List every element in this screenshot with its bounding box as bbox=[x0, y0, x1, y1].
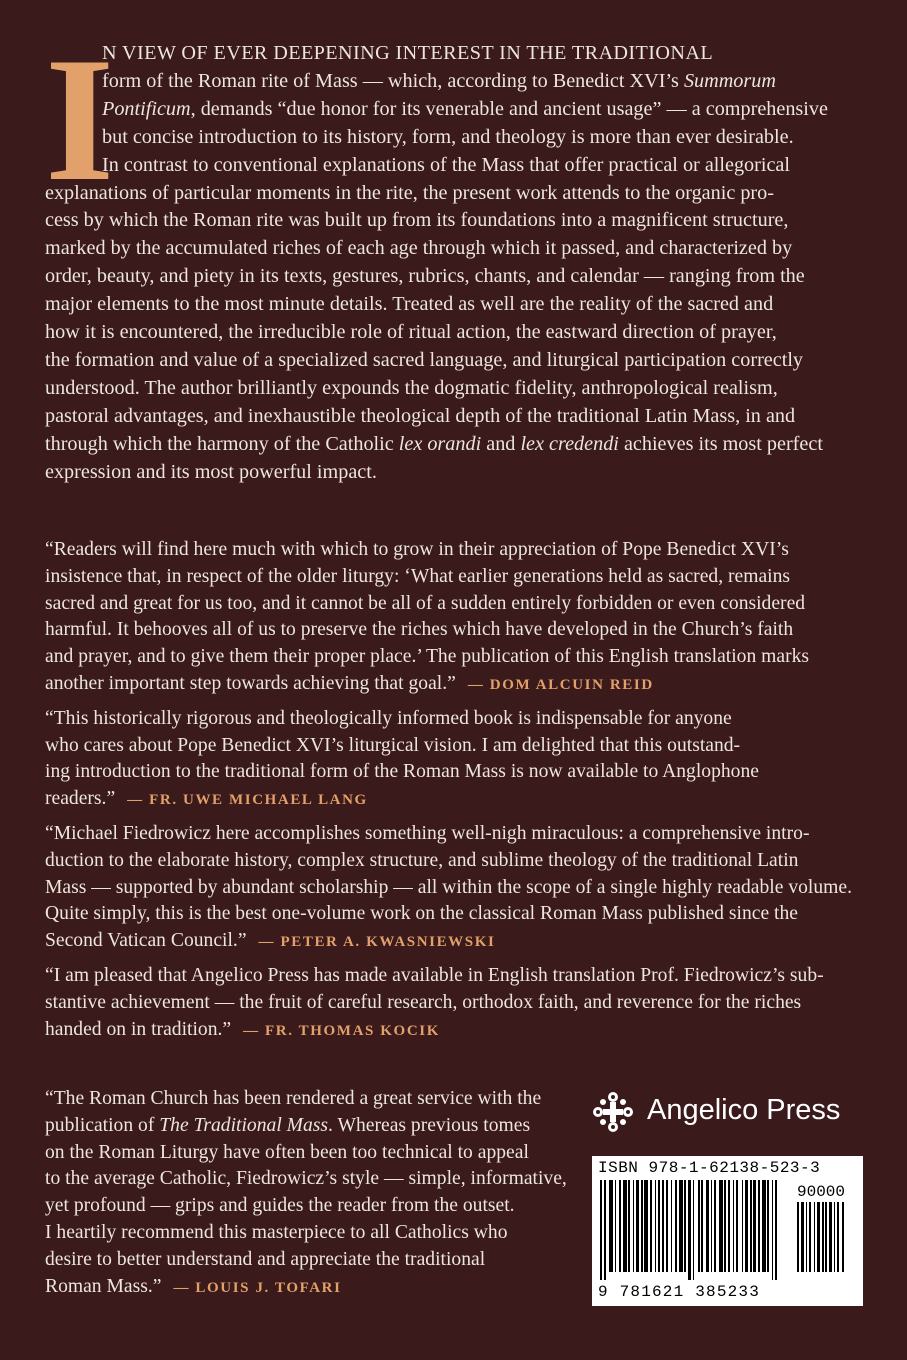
text-run: the formation and value of a specialized sacred language, and liturgical participation correctly bbox=[45, 348, 804, 371]
endorsement-quote bbox=[45, 537, 862, 699]
text-run: publication of bbox=[45, 1114, 160, 1136]
intro-line bbox=[45, 207, 862, 235]
quote-line bbox=[45, 537, 862, 564]
text-run: understood. The author brilliantly expounds the dogmatic fidelity, anthropological realism, bbox=[45, 376, 778, 399]
quote-text: “I am pleased that Angelico Press has made available in English translation Prof. Fiedrowicz’s sub- bbox=[45, 964, 824, 986]
quote-line bbox=[45, 928, 862, 956]
quote-text: stantive achievement — the fruit of careful research, orthodox faith, and reverence for the riches bbox=[45, 991, 802, 1013]
quote-text: another important step towards achieving that goal.” bbox=[45, 672, 456, 694]
quote-text: “This historically rigorous and theologically informed book is indispensable for anyone bbox=[45, 707, 732, 729]
publisher-logo bbox=[591, 1090, 881, 1138]
text-run: Pontificum bbox=[102, 97, 191, 120]
quote-line bbox=[45, 1086, 565, 1113]
quote-line bbox=[45, 848, 862, 875]
text-run: expression and its most powerful impact. bbox=[45, 460, 377, 483]
text-run: desire to better understand and appreciate the traditional bbox=[45, 1248, 486, 1270]
quote-attribution: — LOUIS J. TOFARI bbox=[173, 1279, 342, 1296]
quote-text: “Readers will find here much with which to grow in their appreciation of Pope Benedict XVI’s bbox=[45, 539, 789, 560]
intro-line bbox=[45, 403, 862, 431]
quote-line bbox=[45, 1166, 565, 1193]
quote-text: Mass — supported by abundant scholarship — all within the scope of a single highly readable volume. bbox=[45, 876, 852, 898]
intro-line bbox=[45, 40, 862, 68]
ean-digits: 9 781621 385233 bbox=[598, 1283, 761, 1301]
quote-line bbox=[45, 963, 862, 990]
text-run: form of the Roman rite of Mass — which, according to Benedict XVI’s bbox=[102, 69, 684, 92]
text-run: Summorum bbox=[683, 69, 776, 92]
intro-lines bbox=[45, 20, 862, 487]
quote-text: Second Vatican Council.” bbox=[45, 930, 247, 952]
text-run: on the Roman Liturgy have often been too technical to appeal bbox=[45, 1141, 529, 1163]
text-run: . Whereas previous tomes bbox=[328, 1114, 531, 1136]
text-run: The Traditional Mass bbox=[159, 1114, 329, 1136]
text-run: marked by the accumulated riches of each age through which it passed, and characterized by bbox=[45, 237, 793, 260]
publisher-name: Angelico Press bbox=[647, 1094, 841, 1126]
quote-line bbox=[45, 617, 862, 644]
text-run: but concise introduction to its history, form, and theology is more than ever desirable. bbox=[102, 125, 794, 148]
intro-line bbox=[45, 291, 862, 319]
quote-attribution: — PETER A. KWASNIEWSKI bbox=[258, 934, 496, 951]
endorsement-quote bbox=[45, 821, 862, 956]
drop-cap: I bbox=[45, 20, 109, 218]
text-run: lex credendi bbox=[520, 432, 619, 455]
intro-line bbox=[45, 431, 862, 459]
quote-attribution: — FR. THOMAS KOCIK bbox=[243, 1022, 440, 1039]
quote-text: handed on in tradition.” bbox=[45, 1018, 232, 1040]
text-run: through which the harmony of the Catholic bbox=[45, 432, 399, 455]
endorsements bbox=[45, 537, 862, 1051]
quote-text: who cares about Pope Benedict XVI’s liturgical vision. I am delighted that this outstand- bbox=[45, 734, 741, 756]
text-run: order, beauty, and piety in its texts, gestures, rubrics, chants, and calendar — ranging from the bbox=[45, 265, 805, 288]
intro-line bbox=[45, 263, 862, 291]
text-run: pastoral advantages, and inexhaustible theological depth of the traditional Latin Mass, in and bbox=[45, 404, 796, 427]
quote-text: sacred and great for us too, and it cannot be all of a sudden entirely forbidden or even considered bbox=[45, 592, 806, 614]
quote-attribution: — FR. UWE MICHAEL LANG bbox=[127, 792, 368, 809]
quote-line bbox=[45, 1193, 565, 1220]
quote-line bbox=[45, 786, 862, 814]
text-run: “The Roman Church has been rendered a great service with the bbox=[45, 1088, 542, 1109]
text-run: cess by which the Roman rite was built up from its foundations into a magnificent structure, bbox=[45, 209, 789, 232]
text-run: to the average Catholic, Fiedrowicz’s style — simple, informative, bbox=[45, 1168, 567, 1190]
isbn-barcode bbox=[592, 1156, 863, 1306]
quote-line bbox=[45, 591, 862, 618]
quote-line bbox=[45, 706, 862, 733]
cross-fleury-icon bbox=[591, 1090, 635, 1134]
quote-line bbox=[45, 644, 862, 671]
ean-barcode-bars bbox=[600, 1180, 790, 1280]
quote-line bbox=[45, 1247, 565, 1274]
endorsement-quote bbox=[45, 963, 862, 1044]
quote-text: insistence that, in respect of the older liturgy: ‘What earlier generations held as sacred, remains bbox=[45, 565, 791, 587]
intro-line bbox=[45, 375, 862, 403]
quote-line bbox=[45, 1017, 862, 1045]
quote-attribution: — DOM ALCUIN REID bbox=[467, 676, 654, 693]
quote-line bbox=[45, 1113, 565, 1140]
text-run: yet profound — grips and guides the reader from the outset. bbox=[45, 1195, 515, 1217]
endorsement-lines bbox=[45, 1086, 565, 1301]
isbn-text: ISBN 978-1-62138-523-3 bbox=[598, 1159, 821, 1177]
text-run: explanations of particular moments in the rite, the present work attends to the organic pro- bbox=[45, 181, 774, 204]
intro-line bbox=[45, 319, 862, 347]
price-addon-text: 90000 bbox=[797, 1183, 846, 1201]
intro-line bbox=[45, 152, 862, 180]
quote-text: duction to the elaborate history, complex structure, and sublime theology of the traditional Latin bbox=[45, 849, 799, 871]
quote-line bbox=[45, 759, 862, 786]
quote-line bbox=[45, 733, 862, 760]
text-run: In contrast to conventional explanations of the Mass that offer practical or allegorical bbox=[102, 153, 791, 176]
quote-line bbox=[45, 901, 862, 928]
quote-text: and prayer, and to give them their proper place.’ The publication of this English translation marks bbox=[45, 646, 810, 668]
quote-line bbox=[45, 875, 862, 902]
intro-line bbox=[45, 68, 862, 96]
intro-line bbox=[45, 180, 862, 208]
intro-paragraph bbox=[45, 20, 862, 487]
intro-line bbox=[45, 124, 862, 152]
intro-line bbox=[45, 96, 862, 124]
quote-line bbox=[45, 564, 862, 591]
quote-text: readers.” bbox=[45, 788, 116, 810]
intro-line bbox=[45, 235, 862, 263]
quote-line bbox=[45, 671, 862, 699]
intro-line bbox=[45, 347, 862, 375]
quote-text: ing introduction to the traditional form of the Roman Mass is now available to Anglophone bbox=[45, 761, 759, 783]
text-run: lex orandi bbox=[398, 432, 482, 455]
intro-line bbox=[45, 459, 862, 487]
quote-text: “Michael Fiedrowicz here accomplishes something well-nigh miraculous: a comprehensive intro- bbox=[45, 822, 810, 844]
text-run: achieves its most perfect bbox=[618, 432, 823, 455]
addon-barcode-bars bbox=[797, 1202, 855, 1280]
text-run: how it is encountered, the irreducible role of ritual action, the eastward direction of prayer, bbox=[45, 321, 777, 344]
quote-text: harmful. It behooves all of us to preserve the riches which have developed in the Church’s faith bbox=[45, 619, 794, 641]
quote-line bbox=[45, 821, 862, 848]
text-run: and bbox=[481, 432, 521, 455]
quote-line bbox=[45, 1220, 565, 1247]
text-run: major elements to the most minute details. Treated as well are the reality of the sacred and bbox=[45, 293, 774, 316]
endorsement-quote bbox=[45, 706, 862, 814]
text-run: Roman Mass.” bbox=[45, 1275, 162, 1297]
text-run: I heartily recommend this masterpiece to all Catholics who bbox=[45, 1221, 508, 1243]
endorsement-tofari bbox=[45, 1086, 565, 1301]
quote-line bbox=[45, 1140, 565, 1167]
text-run: , demands “due honor for its venerable and ancient usage” — a comprehensive bbox=[190, 97, 828, 120]
text-run: N VIEW OF EVER DEEPENING INTEREST IN THE TRADITIONAL bbox=[102, 42, 714, 64]
quote-text: Quite simply, this is the best one-volume work on the classical Roman Mass published since the bbox=[45, 903, 798, 925]
quote-line bbox=[45, 1274, 565, 1302]
quote-line bbox=[45, 990, 862, 1017]
